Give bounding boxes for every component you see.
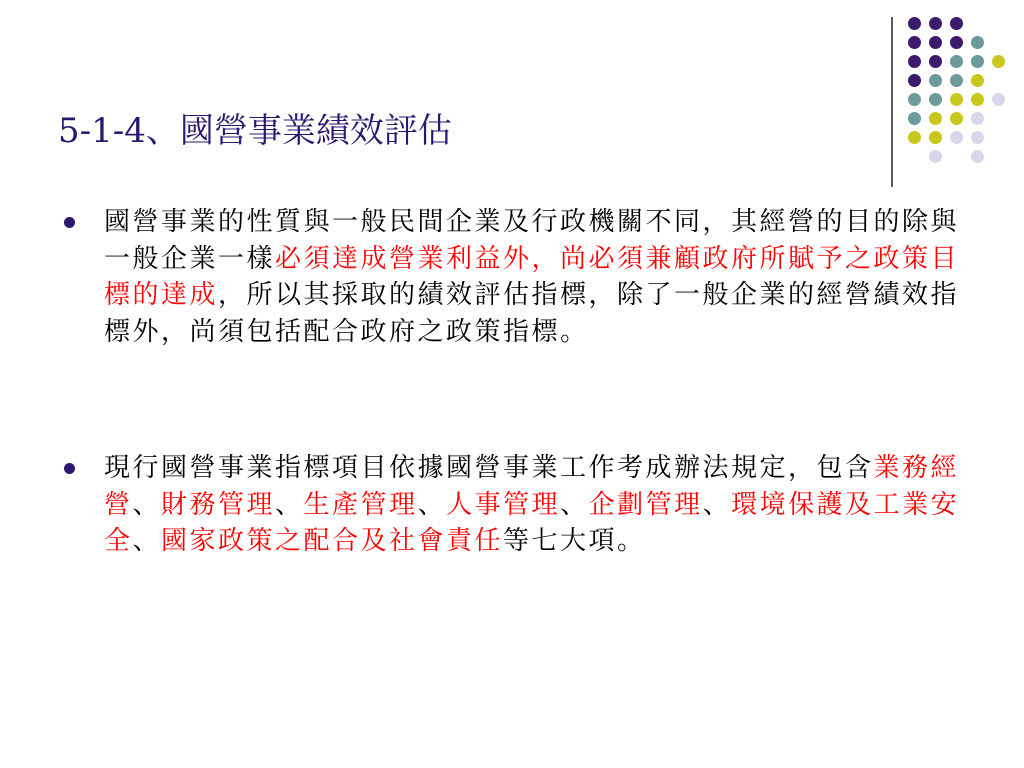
decor-dot [908, 36, 921, 49]
decor-dot [971, 112, 984, 125]
bullet-text: 、 [132, 526, 162, 556]
slide-title: 5-1-4、國營事業績效評估 [58, 111, 452, 151]
decor-dot [971, 131, 984, 144]
decor-dot [929, 112, 942, 125]
decor-dot [971, 74, 984, 87]
decor-dot [929, 74, 942, 87]
decor-dot [950, 131, 963, 144]
bullet-text: 、 [275, 489, 304, 520]
decor-dot [971, 36, 984, 49]
decor-dot [929, 36, 942, 49]
decor-dot [950, 36, 963, 49]
bullet-text: 、 [417, 489, 447, 520]
decor-dot [950, 17, 963, 30]
bullet-text: 國營事業的性質與一般民間企業及行政機關不同，其經營的目的除與一般企業一樣 [104, 207, 960, 274]
decor-dot [908, 17, 921, 30]
bullet-text: ，所以其採取的績效評估指標，除了一般企業的經營績效指標外，尚須包括配合政府之政策指標。 [104, 280, 960, 347]
bullet-text: 、 [702, 489, 732, 520]
bullet-emphasis-text: 企劃管理 [588, 489, 703, 520]
bullet-emphasis-text: 人事管理 [446, 489, 561, 520]
decor-dot [908, 74, 921, 87]
decor-dot [950, 55, 963, 68]
decor-dot [908, 93, 921, 106]
decor-dot [971, 55, 984, 68]
decor-dot [908, 112, 921, 125]
bullet-item [62, 204, 964, 350]
decor-dot [929, 17, 942, 30]
bullet-marker [64, 463, 75, 474]
bullet-emphasis-text: 財務管理 [161, 489, 276, 520]
decor-dot [992, 93, 1005, 106]
bullet-list [62, 204, 992, 560]
bullet-emphasis-text: 生產管理 [303, 489, 418, 520]
bullet-text: 等七大項。 [503, 526, 646, 556]
decor-dot [950, 74, 963, 87]
bullet-emphasis-text: 業務經營 [104, 453, 960, 520]
decor-dot [971, 93, 984, 106]
decor-dot [950, 93, 963, 106]
decor-dot [950, 112, 963, 125]
decor-dot [971, 150, 984, 163]
decor-dot [929, 93, 942, 106]
bullet-text: 、 [560, 489, 589, 520]
decorative-dot-grid [900, 14, 1024, 174]
bullet-text: 現行國營事業指標項目依據國營事業工作考成辦法規定，包含 [104, 453, 874, 483]
bullet-marker [64, 217, 75, 228]
bullet-emphasis-text: 環境保護及工業安全 [104, 489, 960, 556]
decor-dot [908, 55, 921, 68]
decor-dot [929, 131, 942, 144]
bullet-emphasis-text: 必須達成營業利益外，尚必須兼顧政府所賦予之政策目標的達成 [104, 243, 960, 310]
bullet-text: 、 [132, 489, 162, 520]
decor-dot [929, 150, 942, 163]
decor-dot [992, 55, 1005, 68]
bullet-item [62, 450, 964, 560]
vertical-divider [891, 17, 893, 187]
decor-dot [929, 55, 942, 68]
decor-dot [908, 131, 921, 144]
bullet-emphasis-text: 國家政策之配合及社會責任 [161, 526, 504, 556]
